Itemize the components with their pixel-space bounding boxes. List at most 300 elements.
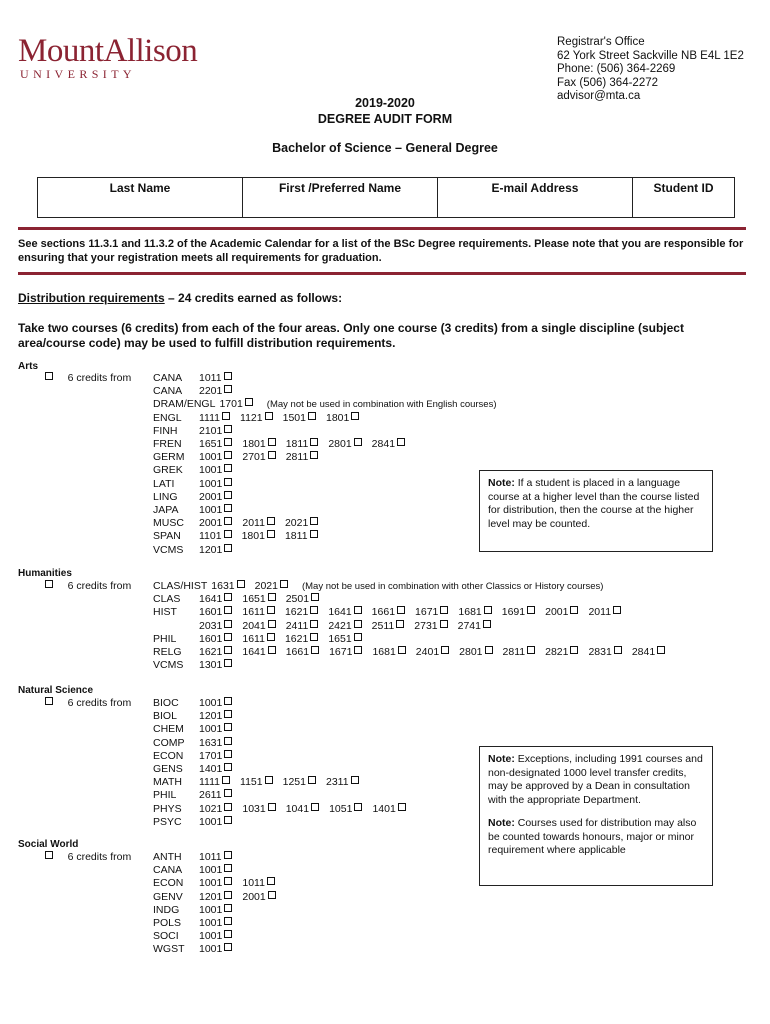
- course-checkbox[interactable]: [440, 606, 448, 614]
- course-checkbox[interactable]: [354, 646, 362, 654]
- course-checkbox[interactable]: [351, 412, 359, 420]
- course-number: 1501: [282, 411, 306, 424]
- course-option: [242, 438, 275, 451]
- subject-code: MUSC: [153, 517, 184, 530]
- course-option: [199, 593, 232, 606]
- course-number: 1011: [199, 851, 222, 863]
- course-option: [199, 425, 232, 438]
- course-number: 2001: [545, 606, 569, 619]
- course-number: 1681: [372, 646, 396, 658]
- subject-code: VCMS: [153, 659, 184, 672]
- course-checkbox[interactable]: [267, 877, 275, 885]
- course-row: [153, 580, 603, 593]
- course-checkbox[interactable]: [224, 606, 232, 614]
- subject-code: WGST: [153, 943, 185, 956]
- course-checkbox[interactable]: [354, 803, 362, 811]
- degree-title: Bachelor of Science – General Degree: [272, 141, 498, 155]
- course-checkbox[interactable]: [224, 864, 232, 872]
- course-checkbox[interactable]: [310, 620, 318, 628]
- course-option: [503, 646, 536, 659]
- subject-code: CANA: [153, 372, 183, 384]
- course-checkbox[interactable]: [224, 803, 232, 811]
- course-option: [286, 803, 319, 816]
- subject-code: RELG: [153, 646, 182, 658]
- course-number: 1801: [242, 438, 266, 450]
- course-number: 1641: [242, 646, 266, 658]
- course-option: [458, 620, 491, 633]
- course-number: 1001: [199, 477, 223, 490]
- course-checkbox[interactable]: [224, 877, 232, 885]
- subject-code: FINH: [153, 424, 178, 437]
- course-number: 1121: [240, 411, 263, 424]
- last-name-field[interactable]: [38, 178, 243, 217]
- subject-code: POLS: [153, 917, 182, 929]
- student-info-table: [37, 177, 735, 218]
- course-checkbox[interactable]: [268, 646, 276, 654]
- course-number: 2611: [199, 789, 222, 802]
- course-checkbox[interactable]: [527, 606, 535, 614]
- course-option: [199, 723, 232, 736]
- subject-code: PHYS: [153, 802, 182, 815]
- course-option: [242, 593, 275, 606]
- course-number: 1671: [415, 606, 439, 619]
- course-checkbox[interactable]: [224, 710, 232, 718]
- last-name-header: Last Name: [109, 181, 171, 195]
- section-arts-requirement: [43, 372, 131, 384]
- subject-code: ECON: [153, 877, 184, 890]
- course-option: [240, 776, 273, 789]
- course-number: 2021: [254, 580, 278, 592]
- course-row: [153, 697, 242, 710]
- course-checkbox[interactable]: [268, 593, 276, 601]
- course-number: 1001: [199, 504, 223, 516]
- course-option: [219, 398, 252, 411]
- course-number: 2701: [242, 451, 266, 464]
- course-number: 2811: [285, 451, 309, 464]
- course-number: 1701: [219, 398, 243, 411]
- course-option: [242, 877, 275, 890]
- course-checkbox[interactable]: [484, 606, 492, 614]
- course-option: [199, 877, 232, 890]
- course-checkbox[interactable]: [570, 606, 578, 614]
- course-option: [242, 530, 275, 543]
- course-restriction-note: (May not be used in combination with other Classics or History courses): [301, 581, 604, 592]
- course-row: [153, 633, 372, 646]
- course-checkbox[interactable]: [310, 633, 318, 641]
- course-option: [199, 930, 232, 943]
- course-option: [199, 917, 232, 930]
- course-option: [242, 891, 275, 904]
- form-year: 2019-2020: [355, 96, 415, 110]
- course-checkbox[interactable]: [222, 412, 230, 420]
- course-checkbox[interactable]: [398, 646, 406, 654]
- course-checkbox[interactable]: [311, 803, 319, 811]
- course-option: [199, 789, 232, 802]
- course-checkbox[interactable]: [310, 517, 318, 525]
- course-row: [153, 517, 328, 530]
- section-humanities-requirement: [43, 580, 131, 592]
- course-number: 2001: [199, 490, 223, 503]
- course-checkbox[interactable]: [224, 385, 232, 393]
- course-number: 2421: [328, 619, 352, 632]
- course-checkbox[interactable]: [224, 851, 232, 859]
- course-checkbox[interactable]: [222, 776, 230, 784]
- course-checkbox[interactable]: [224, 659, 232, 667]
- course-option: [242, 606, 275, 619]
- course-option: [199, 904, 232, 917]
- course-checkbox[interactable]: [398, 803, 406, 811]
- course-number: 1201: [199, 890, 223, 903]
- course-number: 2731: [414, 619, 438, 632]
- course-checkbox[interactable]: [351, 776, 359, 784]
- course-option: [372, 620, 405, 633]
- subject-code: GERM: [153, 451, 185, 464]
- course-number: 1251: [282, 776, 306, 789]
- course-row: [153, 943, 242, 956]
- course-option: [328, 633, 361, 646]
- subject-code: SOCI: [153, 930, 179, 943]
- course-option: [285, 633, 318, 646]
- course-checkbox[interactable]: [224, 633, 232, 641]
- course-row: [153, 544, 242, 557]
- course-checkbox[interactable]: [224, 917, 232, 925]
- course-row: [153, 478, 242, 491]
- email-field[interactable]: [438, 178, 633, 217]
- course-checkbox[interactable]: [268, 803, 276, 811]
- course-option: [588, 646, 621, 659]
- course-checkbox[interactable]: [224, 372, 232, 380]
- course-number: 2311: [325, 776, 349, 789]
- university-logo-subtitle: UNIVERSITY: [20, 67, 136, 81]
- course-checkbox[interactable]: [570, 646, 578, 654]
- course-checkbox[interactable]: [267, 633, 275, 641]
- registrar-address: [557, 36, 744, 104]
- course-option: [502, 606, 535, 619]
- course-number: 2841: [631, 646, 656, 658]
- course-row: [153, 851, 242, 864]
- course-number: 2031: [199, 619, 223, 632]
- course-number: 1301: [199, 659, 223, 672]
- course-number: 1001: [199, 877, 223, 890]
- course-option: [199, 943, 232, 956]
- course-option: [199, 385, 232, 398]
- course-checkbox[interactable]: [280, 580, 288, 588]
- course-option: [199, 646, 232, 659]
- course-number: 2401: [415, 646, 440, 658]
- course-number: 2841: [371, 438, 396, 450]
- course-checkbox[interactable]: [268, 451, 276, 459]
- course-option: [328, 620, 361, 633]
- course-checkbox[interactable]: [224, 646, 232, 654]
- checkbox[interactable]: [45, 697, 53, 705]
- course-checkbox[interactable]: [265, 412, 273, 420]
- course-option: [285, 517, 318, 530]
- course-checkbox[interactable]: [308, 412, 316, 420]
- requirement-label: 6 credits from: [67, 372, 132, 384]
- course-number: 2001: [242, 890, 266, 903]
- subject-code: JAPA: [153, 504, 179, 516]
- requirement-label: 6 credits from: [67, 580, 132, 592]
- note-exceptions: [488, 753, 704, 807]
- course-option: [588, 606, 621, 619]
- course-number: 1001: [199, 930, 223, 943]
- course-checkbox[interactable]: [485, 646, 493, 654]
- course-checkbox[interactable]: [267, 606, 275, 614]
- course-number: 1651: [328, 632, 352, 645]
- course-checkbox[interactable]: [224, 464, 232, 472]
- course-number: 1671: [329, 646, 353, 658]
- course-checkbox[interactable]: [224, 723, 232, 731]
- course-checkbox[interactable]: [614, 646, 622, 654]
- course-number: 1621: [284, 606, 309, 619]
- course-checkbox[interactable]: [310, 451, 318, 459]
- course-option: [199, 891, 232, 904]
- course-option: [242, 620, 275, 633]
- course-checkbox[interactable]: [397, 438, 405, 446]
- course-checkbox[interactable]: [311, 593, 319, 601]
- course-checkbox[interactable]: [224, 478, 232, 486]
- course-number: 1701: [199, 749, 223, 762]
- course-option: [255, 580, 288, 593]
- course-checkbox[interactable]: [527, 646, 535, 654]
- section-natural-science-requirement: [43, 697, 131, 709]
- course-checkbox[interactable]: [224, 593, 232, 601]
- note-exceptions-box: [479, 746, 713, 886]
- course-option: [286, 620, 319, 633]
- course-option: [199, 530, 232, 543]
- course-row: [153, 385, 242, 398]
- course-checkbox[interactable]: [354, 620, 362, 628]
- course-option: [458, 606, 491, 619]
- course-checkbox[interactable]: [268, 620, 276, 628]
- course-checkbox[interactable]: [397, 606, 405, 614]
- course-option: [372, 646, 405, 659]
- subject-code: DRAM/ENGL: [153, 398, 216, 411]
- course-checkbox[interactable]: [224, 504, 232, 512]
- subject-code: HIST: [153, 606, 177, 619]
- course-checkbox[interactable]: [224, 943, 232, 951]
- course-option: [372, 606, 405, 619]
- course-checkbox[interactable]: [265, 776, 273, 784]
- course-option: [199, 737, 232, 750]
- course-checkbox[interactable]: [224, 789, 232, 797]
- course-checkbox[interactable]: [441, 646, 449, 654]
- course-checkbox[interactable]: [224, 425, 232, 433]
- course-number: 1661: [285, 646, 310, 658]
- subject-code: GENV: [153, 890, 183, 903]
- course-checkbox[interactable]: [267, 530, 275, 538]
- checkbox[interactable]: [45, 372, 53, 380]
- subject-code: LING: [153, 490, 178, 503]
- distribution-title: [18, 291, 342, 305]
- course-checkbox[interactable]: [224, 620, 232, 628]
- course-option: [242, 633, 275, 646]
- divider: [18, 272, 746, 275]
- course-option: [286, 438, 319, 451]
- course-checkbox[interactable]: [310, 530, 318, 538]
- course-option: [199, 517, 232, 530]
- course-checkbox[interactable]: [308, 776, 316, 784]
- course-checkbox[interactable]: [268, 438, 276, 446]
- course-checkbox[interactable]: [224, 530, 232, 538]
- course-checkbox[interactable]: [354, 633, 362, 641]
- distribution-instructions: Take two courses (6 credits) from each of the four areas. Only one course (3 credits) from a single discipline (subject area/course code) may be used to fulfill distribution requirements.: [18, 321, 684, 350]
- course-option: [283, 776, 316, 789]
- course-number: 1681: [458, 606, 482, 619]
- course-row: [153, 451, 328, 464]
- course-number: 1691: [501, 606, 526, 619]
- course-option: [328, 438, 361, 451]
- course-option: [283, 412, 316, 425]
- note-language-placement: [479, 470, 713, 552]
- course-checkbox[interactable]: [268, 891, 276, 899]
- subject-code: ANTH: [153, 851, 182, 863]
- course-checkbox[interactable]: [237, 580, 245, 588]
- course-number: 1111: [199, 776, 221, 789]
- course-number: 2831: [588, 646, 612, 658]
- course-option: [242, 517, 275, 530]
- course-row: [153, 930, 242, 943]
- course-option: [199, 412, 230, 425]
- course-checkbox[interactable]: [224, 517, 232, 525]
- course-number: 1001: [199, 723, 223, 736]
- course-checkbox[interactable]: [267, 517, 275, 525]
- course-option: [242, 451, 275, 464]
- course-checkbox[interactable]: [310, 606, 318, 614]
- note-text: If a student is placed in a language course at a higher level than the course listed for distribution, then the course at the higher level may be counted.: [488, 477, 700, 530]
- note-text: Courses used for distribution may also be counted towards honours, major or minor requirement where applicable: [488, 817, 697, 856]
- course-number: 2001: [199, 517, 223, 530]
- course-number: 1001: [199, 917, 223, 929]
- course-option: [211, 580, 244, 593]
- course-number: 2811: [502, 646, 526, 658]
- course-row: [153, 646, 675, 659]
- course-row: [153, 425, 242, 438]
- subject-code: COMP: [153, 736, 185, 749]
- course-number: 2511: [371, 619, 395, 632]
- course-checkbox[interactable]: [224, 930, 232, 938]
- course-checkbox[interactable]: [224, 816, 232, 824]
- course-checkbox[interactable]: [613, 606, 621, 614]
- subject-code: VCMS: [153, 543, 184, 556]
- course-number: 2501: [285, 593, 310, 606]
- course-row: [153, 606, 631, 619]
- course-number: 2801: [328, 438, 352, 450]
- course-checkbox[interactable]: [224, 763, 232, 771]
- course-number: 1201: [199, 710, 223, 723]
- course-row: [153, 530, 328, 543]
- course-checkbox[interactable]: [354, 438, 362, 446]
- note-label: Note:: [488, 817, 515, 829]
- course-checkbox[interactable]: [224, 438, 232, 446]
- course-option: [199, 606, 232, 619]
- subject-code: CHEM: [153, 723, 184, 736]
- course-number: 1051: [329, 802, 353, 815]
- course-option: [199, 750, 232, 763]
- course-option: [199, 697, 232, 710]
- course-option: [199, 620, 232, 633]
- course-option: [328, 606, 361, 619]
- course-number: 2801: [459, 646, 483, 658]
- course-number: 1041: [285, 802, 310, 815]
- first-name-field[interactable]: [243, 178, 438, 217]
- note-honours: [488, 817, 704, 858]
- course-option: [326, 776, 359, 789]
- course-checkbox[interactable]: [396, 620, 404, 628]
- course-option: [286, 451, 319, 464]
- course-checkbox[interactable]: [657, 646, 665, 654]
- student-id-field[interactable]: [633, 178, 734, 217]
- section-arts-title: Arts: [18, 361, 39, 372]
- course-option: [199, 659, 232, 672]
- course-option: [372, 803, 405, 816]
- course-checkbox[interactable]: [224, 491, 232, 499]
- checkbox[interactable]: [45, 580, 53, 588]
- course-number: 1401: [199, 763, 223, 775]
- course-checkbox[interactable]: [440, 620, 448, 628]
- course-number: 1001: [199, 697, 223, 709]
- course-option: [199, 544, 232, 557]
- note-label: Note:: [488, 753, 515, 765]
- course-row: [153, 659, 242, 672]
- distribution-title-underlined: Distribution requirements: [18, 291, 165, 305]
- requirement-label: 6 credits from: [67, 851, 132, 863]
- course-checkbox[interactable]: [224, 697, 232, 705]
- course-checkbox[interactable]: [311, 646, 319, 654]
- address-line: Registrar's Office: [557, 36, 645, 48]
- course-row: [153, 816, 242, 829]
- course-number: 1801: [241, 530, 265, 543]
- first-name-header: First /Preferred Name: [278, 181, 402, 195]
- course-checkbox[interactable]: [354, 606, 362, 614]
- subject-code: LATI: [153, 477, 175, 490]
- subject-code: PHIL: [153, 789, 177, 802]
- course-number: 1631: [211, 580, 235, 592]
- subject-code: BIOL: [153, 710, 177, 723]
- course-checkbox[interactable]: [224, 750, 232, 758]
- subject-code: CANA: [153, 864, 183, 877]
- course-number: 1101: [199, 530, 222, 543]
- course-checkbox[interactable]: [224, 544, 232, 552]
- course-number: 1641: [328, 606, 352, 619]
- course-option: [199, 851, 232, 864]
- course-option: [199, 864, 232, 877]
- course-number: 2411: [285, 619, 309, 632]
- section-social-world-requirement: [43, 851, 131, 863]
- section-natural-science-title: Natural Science: [18, 685, 94, 696]
- course-checkbox[interactable]: [483, 620, 491, 628]
- university-logo: MountAllison: [18, 33, 198, 69]
- course-checkbox[interactable]: [224, 891, 232, 899]
- checkbox[interactable]: [45, 851, 53, 859]
- course-option: [242, 803, 275, 816]
- course-row: [153, 593, 329, 606]
- course-checkbox[interactable]: [224, 904, 232, 912]
- distribution-title-rest: – 24 credits earned as follows:: [164, 291, 343, 305]
- course-checkbox[interactable]: [245, 398, 253, 406]
- course-restriction-note: (May not be used in combination with English courses): [266, 399, 497, 411]
- course-checkbox[interactable]: [310, 438, 318, 446]
- course-number: 1001: [199, 815, 223, 828]
- course-checkbox[interactable]: [224, 737, 232, 745]
- course-option: [285, 530, 318, 543]
- course-number: 1001: [199, 451, 223, 464]
- course-option: [545, 646, 578, 659]
- course-checkbox[interactable]: [224, 451, 232, 459]
- course-number: 1011: [199, 372, 222, 384]
- course-number: 1811: [285, 438, 309, 450]
- course-option: [416, 646, 449, 659]
